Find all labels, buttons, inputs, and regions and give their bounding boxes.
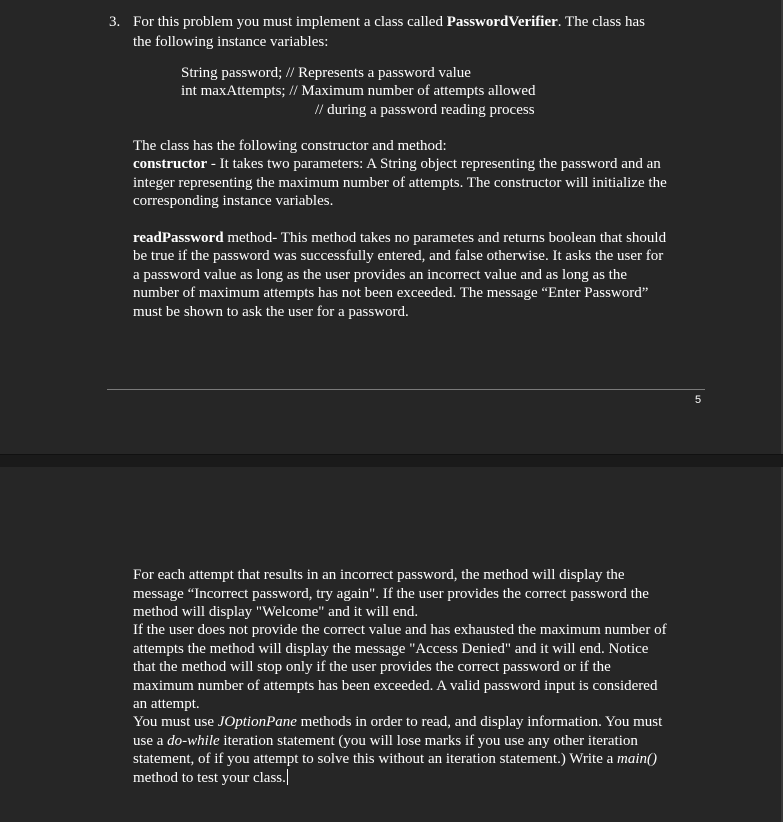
ctor-line-2: constructor - It takes two parameters: A String object representing the password and an	[133, 156, 661, 172]
p2-line-5: attempts the method will display the message "Access Denied" and it will end. Notice	[133, 641, 649, 657]
document-page-bottom	[0, 467, 783, 822]
page-number: 5	[695, 394, 702, 406]
code-line-3: // during a password reading process	[315, 102, 535, 118]
read-line-2: be true if the password was successfully entered, and false otherwise. It asks the user for	[133, 248, 664, 264]
question-number: 3.	[109, 14, 121, 30]
text-cursor	[287, 769, 288, 785]
ctor-line-4: corresponding instance variables.	[133, 193, 334, 209]
read-line-4: number of maximum attempts has not been exceeded. The message “Enter Password”	[133, 285, 649, 301]
ctor-line-3: integer representing the maximum number of attempts. The constructor will initialize the	[133, 175, 667, 191]
p2-line-6: that the method will stop only if the user provides the correct password or if the	[133, 659, 611, 675]
page-gap	[0, 454, 783, 468]
p2-line-8: an attempt.	[133, 696, 200, 712]
p2-line-11: statement, of if you attempt to solve this without an iteration statement.) Write a main()	[133, 751, 658, 767]
p2-line-9: You must use JOptionPane methods in order to read, and display information. You must	[133, 714, 663, 730]
p2-line-3: method will display "Welcome" and it will end.	[133, 604, 419, 620]
p2-line-7: maximum number of attempts has been exceeded. A valid password input is considered	[133, 678, 658, 694]
intro-line-2: the following instance variables:	[133, 34, 329, 50]
class-name: PasswordVerifier	[446, 14, 558, 30]
p2-line-2: message “Incorrect password, try again". If the user provides the correct password the	[133, 586, 649, 602]
intro-line-1: For this problem you must implement a class called PasswordVerifier. The class has	[133, 14, 645, 30]
p2-line-4: If the user does not provide the correct value and has exhausted the maximum number of	[133, 622, 667, 638]
ctor-line-1: The class has the following constructor and method:	[133, 138, 447, 154]
read-line-1: readPassword method- This method takes no parametes and returns boolean that should	[133, 230, 667, 246]
code-line-1: String password; // Represents a password value	[181, 65, 471, 81]
footer-rule	[107, 389, 705, 390]
p2-line-1: For each attempt that results in an incorrect password, the method will display the	[133, 567, 625, 583]
read-line-3: a password value as long as the user provides an incorrect value and as long as the	[133, 267, 628, 283]
p2-line-10: use a do-while iteration statement (you will lose marks if you use any other iteration	[133, 733, 638, 749]
read-line-5: must be shown to ask the user for a password.	[133, 304, 409, 320]
p2-line-12[interactable]: method to test your class.	[133, 770, 286, 786]
code-line-2: int maxAttempts; // Maximum number of attempts allowed	[181, 83, 536, 99]
